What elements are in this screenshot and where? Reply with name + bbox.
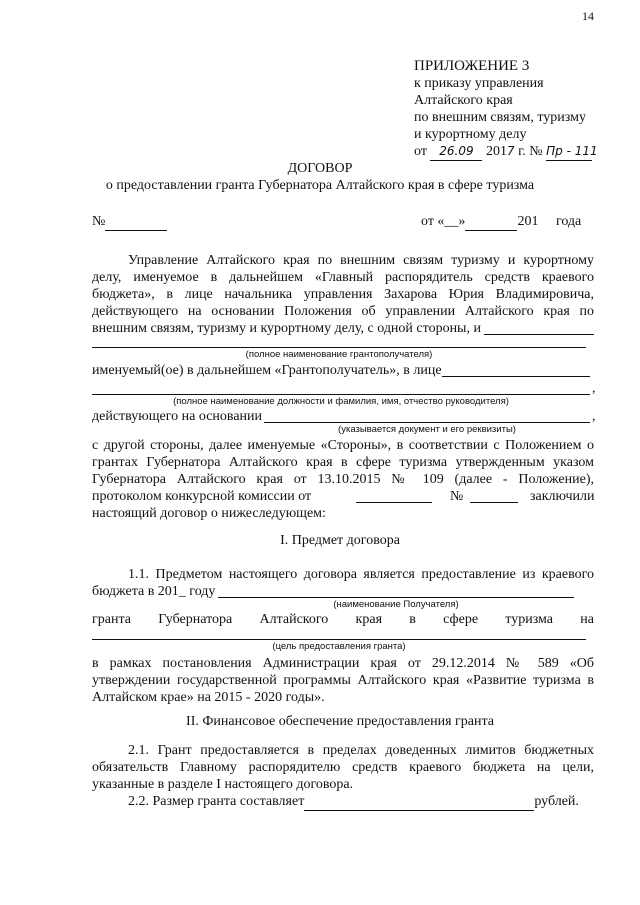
section-1-line: в рамках постановления Администрации края от 29.12.2014 № 589 «Об: [92, 656, 594, 671]
appendix-block: [414, 58, 598, 161]
document-title: ДОГОВОР: [287, 161, 353, 176]
section-1-line: гранта Губернатора Алтайского края в сфере туризма на: [92, 612, 594, 627]
handwritten-date: 26.09: [430, 143, 482, 161]
protocol-date-blank: [356, 502, 432, 503]
position-hint: (полное наименование должности и фамилия, имя, отчество руководителя): [173, 396, 509, 407]
intro-line: внешним связям, туризму и курортному делу, с одной стороны, и: [92, 321, 481, 336]
contract-date-blank: [465, 213, 517, 231]
protocol-number-blank: [470, 502, 518, 503]
basis-line: действующего на основании: [92, 409, 263, 424]
parties-line: настоящий договор о нижеследующем:: [92, 506, 326, 521]
parties-line: Губернатора Алтайского края от 13.10.2015 № 109 (далее - Положение),: [92, 472, 594, 487]
grantee-hint: (полное наименование грантополучателя): [245, 349, 433, 360]
basis-hint: (указывается документ и его реквизиты): [338, 424, 516, 435]
appendix-title: ПРИЛОЖЕНИЕ 3: [414, 58, 530, 74]
handwritten-year: 7: [506, 144, 515, 158]
contract-date: от «__» 201 года: [421, 214, 582, 229]
section-2-line: указанные в разделе I настоящего договора.: [92, 777, 354, 792]
appendix-line: к приказу управления: [414, 76, 544, 91]
intro-blank: [484, 334, 594, 335]
parties-line: грантах Губернатора Алтайского края в сфере туризма утвержденным указом: [92, 455, 594, 470]
contract-number: №: [92, 213, 167, 231]
comma: ,: [592, 409, 596, 424]
intro-line: Управление Алтайского края по внешним связям туризму и курортному: [128, 253, 594, 268]
section-1-line: 1.1. Предметом настоящего договора является предоставление из краевого: [128, 567, 594, 582]
appendix-date-line: от 26.09 2017 г. № Пр - 111: [414, 144, 598, 159]
appendix-line: по внешним связям, туризму: [414, 110, 586, 125]
section-2-line: 2.2. Размер гранта составляет рублей.: [128, 794, 579, 809]
grant-amount-blank: [304, 793, 534, 811]
basis-blank: [264, 422, 590, 423]
section-1-line: утверждении государственной программы Алтайского края «Развитие туризма в: [92, 673, 594, 688]
section-2-line: 2.1. Грант предоставляется в пределах доведенных лимитов бюджетных: [128, 743, 594, 758]
recipient-hint: (наименование Получателя): [333, 599, 459, 610]
intro-line: действующего на основании Положения об управлении Алтайского края по: [92, 304, 594, 319]
position-blank: [92, 394, 590, 395]
section-2-title: II. Финансовое обеспечение предоставления гранта: [186, 714, 494, 729]
grantee-name-blank: [92, 347, 586, 348]
section-1-title: I. Предмет договора: [280, 533, 400, 548]
section-1-line: Алтайском крае» на 2015 - 2020 годы».: [92, 690, 325, 705]
purpose-blank: [92, 639, 586, 640]
representative-blank: [442, 376, 590, 377]
contract-number-blank: [105, 213, 167, 231]
comma: ,: [592, 381, 596, 396]
named-line: именуемый(ое) в дальнейшем «Грантополучатель», в лице: [92, 363, 442, 378]
parties-line: протоколом конкурсной комиссии от: [92, 489, 312, 504]
appendix-line: и курортному делу: [414, 127, 527, 142]
document-subtitle: о предоставлении гранта Губернатора Алтайского края в сфере туризма: [105, 178, 535, 193]
page-number: 14: [582, 9, 594, 23]
section-2-line: обязательств Главному распорядителю средств краевого бюджета на цели,: [92, 760, 594, 775]
intro-line: бюджета», в лице начальника управления Захарова Юрия Владимировича,: [92, 287, 594, 302]
section-1-line: бюджета в 201_ году: [92, 584, 216, 599]
handwritten-number: Пр - 111: [546, 143, 592, 161]
recipient-blank: [218, 597, 574, 598]
parties-line: с другой стороны, далее именуемые «Стороны», в соответствии с Положением о: [92, 438, 594, 453]
appendix-line: Алтайского края: [414, 93, 513, 108]
intro-line: делу, именуемое в дальнейшем «Главный распорядитель средств краевого: [92, 270, 594, 285]
purpose-hint: (цель предоставления гранта): [272, 641, 406, 652]
